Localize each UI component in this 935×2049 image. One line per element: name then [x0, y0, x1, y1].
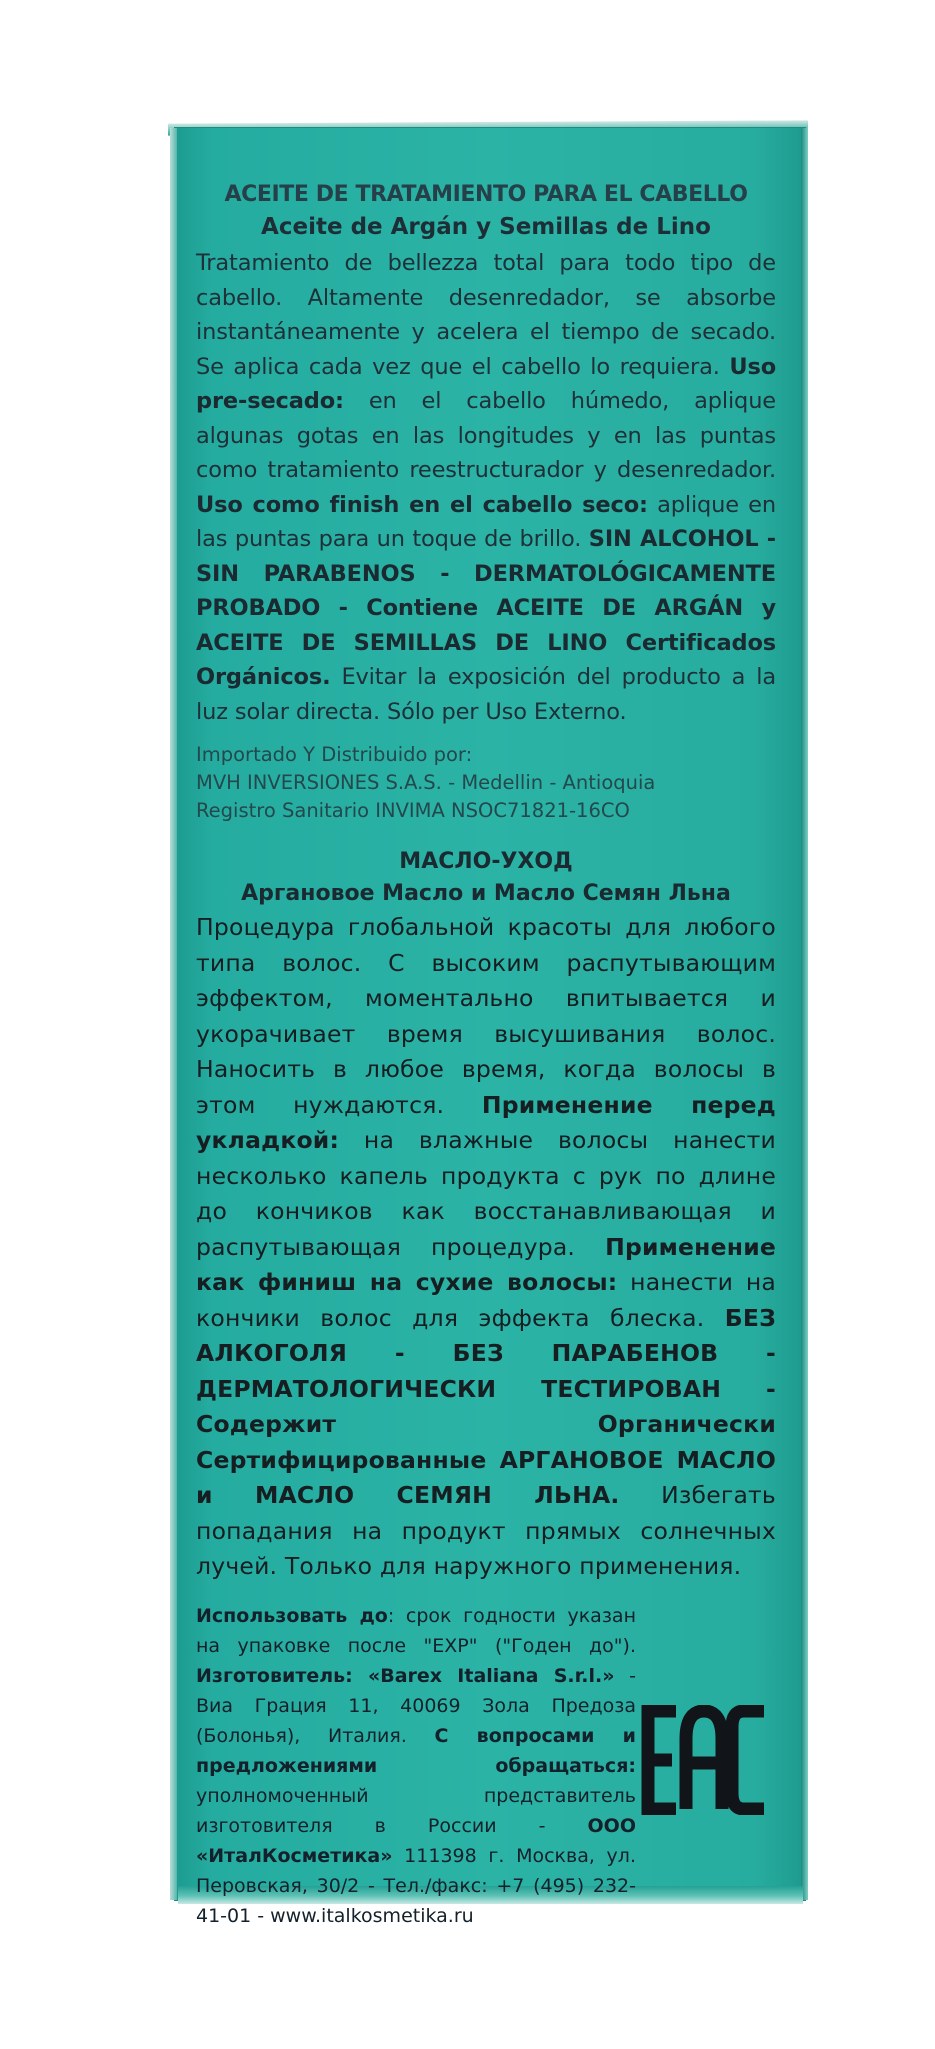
importer-line-3: Registro Sanitario INVIMA NSOC71821-16CO [196, 799, 630, 822]
ru-finish-label: Применение как финиш на сухие волосы: [196, 1232, 776, 1296]
ru-pre-text: на влажные волосы нанести несколько капель продукта с рук по длине до кончиков как восстанавливающая и распутывающая процедура. [196, 1126, 776, 1261]
ru-maker-label: Изготовитель: «Barex Italiana S.r.l.» [196, 1664, 615, 1687]
ru-rep-text: 111398 г. Москва, ул. Перовская, 30/2 - Тел./факс: +7 (495) 232-41-01 - www.italkosmetika.ru [196, 1844, 636, 1927]
ru-contact-text: уполномоченный представитель изготовителя в России - [196, 1784, 636, 1837]
ru-pre-label: Применение перед укладкой: [196, 1090, 776, 1154]
es-intro: Tratamiento de bellezza total para todo tipo de cabello. Altamente desenredador, se absorbe instantáneamente y acelera el tiempo de secado. Se aplica cada vez que el cabello lo requiera. [196, 250, 776, 380]
es-uso-pre-label: Uso pre-secado: [196, 353, 776, 414]
ru-use-by-label: Использовать до [196, 1604, 388, 1627]
box-left-edge [170, 128, 177, 1900]
label-text [196, 178, 776, 1950]
ru-description [196, 910, 776, 1585]
es-claims: SIN ALCOHOL - SIN PARABENOS - DERMATOLÓGICAMENTE PROBADO - Contiene ACEITE DE ARGÁN y ACEITE DE SEMILLAS DE LINO Certificados Orgánicos. [196, 526, 776, 690]
ru-use-by-text: : срок годности указан на упаковке после "EXP" ("Годен до"). [196, 1604, 636, 1657]
ru-rep-label: ООО «ИталКосметика» [196, 1814, 636, 1867]
box-right-edge [801, 128, 808, 1900]
es-heading: ACEITE DE TRATAMIENTO PARA EL CABELLO [224, 182, 748, 207]
ru-intro: Процедура глобальной красоты для любого типа волос. С высоким распутывающим эффектом, моментально впитывается и укорачивает время высушивания волос. Наносить в любое время, когда волосы в этом нуждаются. [196, 913, 776, 1119]
importer-line-1: Importado Y Distribuido por: [196, 743, 473, 766]
es-description [196, 246, 776, 729]
ru-warning: Избегать попадания на продукт прямых солнечных лучей. Только для наружного применения. [196, 1481, 776, 1580]
es-importer [196, 741, 776, 825]
ru-heading: МАСЛО-УХОД [399, 849, 573, 874]
ru-maker-text: - Виа Грация 11, 40069 Зола Предоза (Болонья), Италия. [196, 1664, 636, 1747]
eac-mark-text: EAC [640, 1705, 642, 1706]
es-subheading: Aceite de Argán y Semillas de Lino [261, 214, 711, 240]
importer-line-2: MVH INVERSIONES S.A.S. - Medellin - Antioquia [196, 771, 656, 794]
eac-conformity-mark [640, 1705, 770, 1815]
ru-finish-text: нанести на кончики волос для эффекта блеска. [196, 1268, 776, 1332]
es-uso-finish-label: Uso como finish en el cabello seco: [196, 491, 648, 518]
ru-manufacturer-info [196, 1601, 636, 1931]
ru-claims: БЕЗ АЛКОГОЛЯ - БЕЗ ПАРАБЕНОВ - ДЕРМАТОЛОГИЧЕСКИ ТЕСТИРОВАН - Содержит Органически Сертифицированные АРГАНОВОЕ МАСЛО и МАСЛО СЕМЯН ЛЬНА. [196, 1303, 776, 1509]
es-uso-pre-text: en el cabello húmedo, aplique algunas gotas en las longitudes y en las puntas como tratamiento reestructurador y desenredador. [196, 388, 776, 483]
ru-subheading: Аргановое Масло и Масло Семян Льна [241, 881, 731, 906]
es-uso-finish-text: aplique en las puntas para un toque de brillo. [196, 491, 776, 552]
ru-contact-label: С вопросами и предложениями обращаться: [196, 1724, 636, 1777]
es-warning: Evitar la exposición del producto a la luz solar directa. Sólo per Uso Externo. [196, 664, 776, 725]
